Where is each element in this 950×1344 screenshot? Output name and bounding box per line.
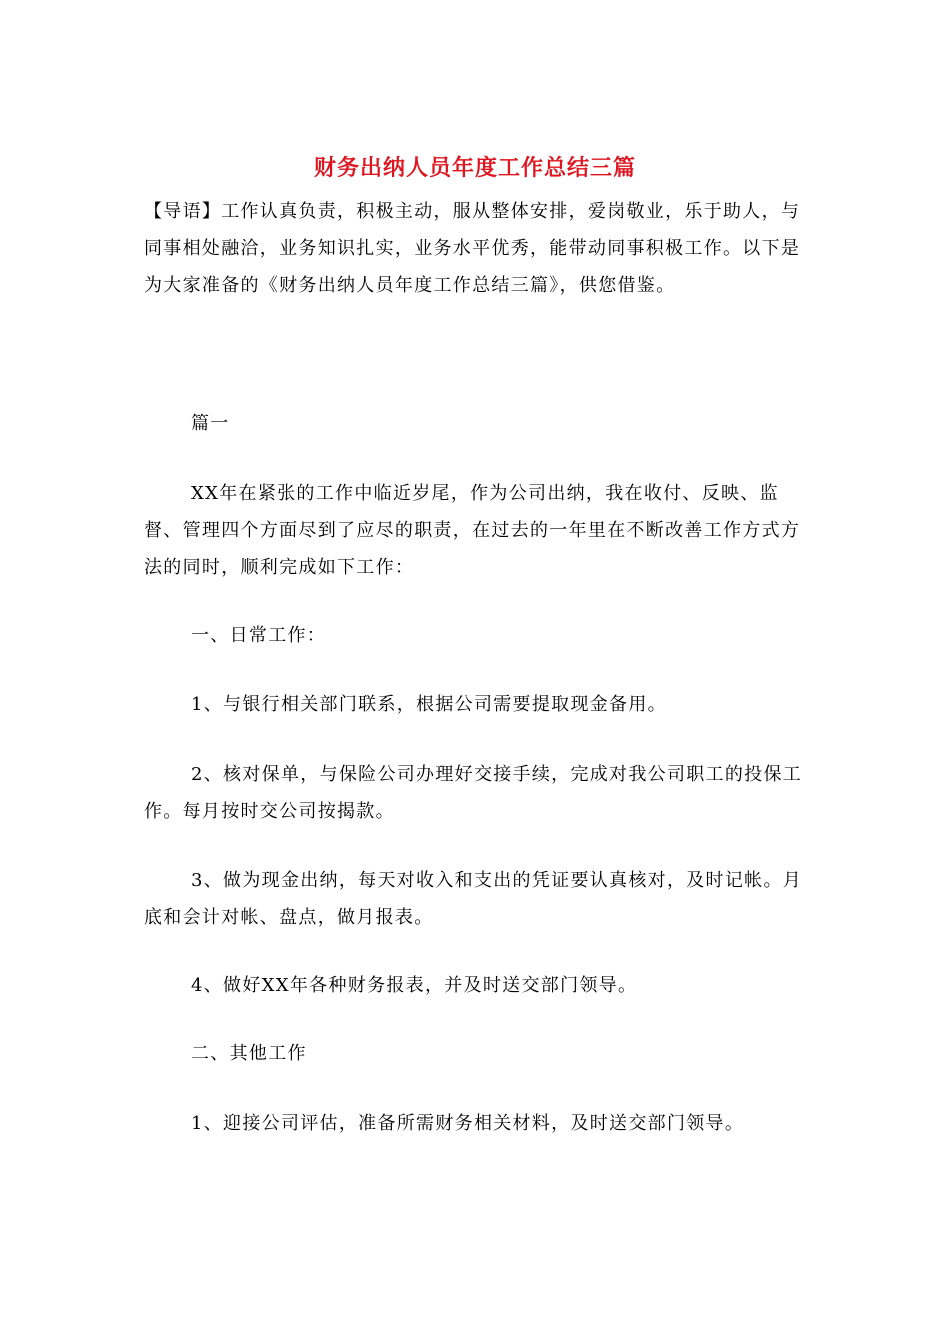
list-item: 3、做为现金出纳，每天对收入和支出的凭证要认真核对，及时记帐。月底和会计对帐、盘点，做月报表。 (144, 870, 803, 928)
section-heading-other: 二、其他工作 (191, 1043, 307, 1064)
list-item: 1、与银行相关部门联系，根据公司需要提取现金备用。 (191, 694, 667, 715)
list-item: 2、核对保单，与保险公司办理好交接手续，完成对我公司职工的投保工作。每月按时交公司按揭款。 (144, 764, 803, 822)
list-item: 4、做好XX年各种财务报表，并及时送交部门领导。 (191, 975, 638, 996)
document-title: 财务出纳人员年度工作总结三篇 (313, 155, 636, 181)
section-heading-daily: 一、日常工作： (191, 625, 327, 646)
part-heading: 篇一 (191, 413, 230, 434)
list-item: 1、迎接公司评估，准备所需财务相关材料，及时送交部门领导。 (191, 1113, 745, 1134)
intro-paragraph: XX年在紧张的工作中临近岁尾，作为公司出纳，我在收付、反映、监督、管理四个方面尽到了应尽的职责，在过去的一年里在不断改善工作方式方法的同时，顺利完成如下工作： (144, 483, 801, 578)
lead-paragraph: 【导语】工作认真负责，积极主动，服从整体安排，爱岗敬业，乐于助人，与同事相处融洽，业务知识扎实，业务水平优秀，能带动同事积极工作。以下是为大家准备的《财务出纳人员年度工作总结三篇》，供您借鉴。 (144, 201, 801, 296)
